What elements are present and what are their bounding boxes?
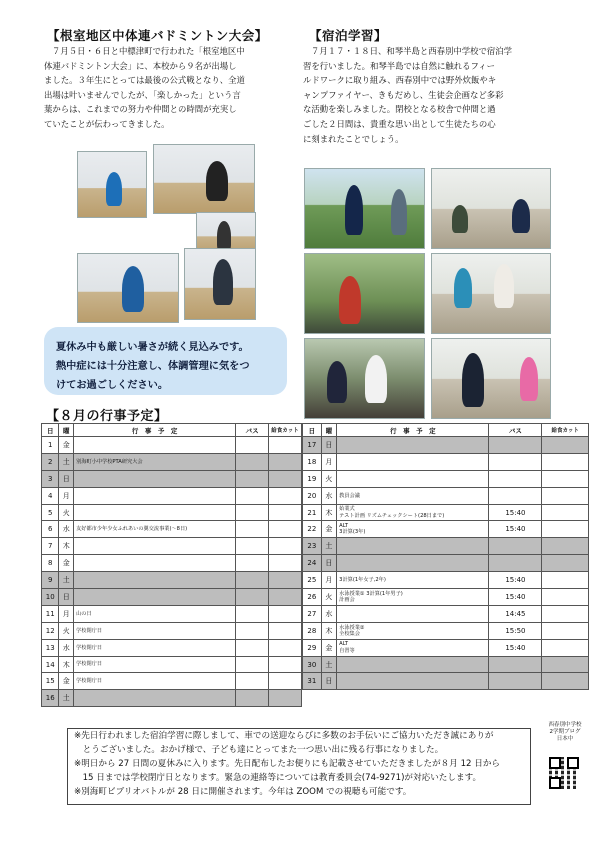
calendar-event [337,538,489,555]
badminton-line: ていたことが伝わってきました。 [44,118,170,129]
col-bus: バス [489,424,542,437]
calendar-row [42,622,302,639]
camp-photo [304,253,425,334]
calendar-bus-time: 14:45 [489,605,542,622]
calendar-lunch-cut [269,453,302,470]
calendar-row [303,437,589,454]
calendar-weekday: 火 [59,622,74,639]
calendar-weekday: 水 [59,521,74,538]
calendar-weekday: 水 [321,605,337,622]
calendar-event: ALT 3計算(3年) [337,521,489,538]
calendar-bus-time [236,437,269,454]
calendar-lunch-cut [542,656,589,673]
calendar-weekday: 木 [59,538,74,555]
student-figure [391,189,407,235]
calendar-row [42,487,302,504]
calendar-lunch-cut [542,521,589,538]
calendar-lunch-cut [542,470,589,487]
calendar-event: 学校閉庁日 [74,656,236,673]
qr-finder [549,757,561,769]
heat-notice [44,327,287,395]
calendar-row [303,504,589,521]
calendar-event: 学校閉庁日 [74,622,236,639]
calendar-day: 28 [303,622,322,639]
camp-line: な活動を楽しみました。閉校となる校舎で仲間と過 [303,104,496,115]
calendar-day: 21 [303,504,322,521]
calendar-row [303,605,589,622]
footer-notes [67,728,531,805]
calendar-weekday: 月 [321,572,337,589]
calendar-bus-time [236,538,269,555]
camp-photo [304,338,425,419]
student-figure [327,361,347,403]
col-lunch: 給食カット [269,424,302,437]
camp-photo [431,253,551,334]
badminton-photo [77,253,179,323]
col-lunch: 給食カット [542,424,589,437]
calendar-row [42,453,302,470]
calendar-row [42,572,302,589]
calendar-day: 5 [42,504,59,521]
calendar-day: 4 [42,487,59,504]
calendar-lunch-cut [269,622,302,639]
calendar-weekday: 金 [59,555,74,572]
calendar-event [337,605,489,622]
camp-line: 習を行いました。和琴半島では自然に触れるフィー [303,60,495,71]
badminton-line: 出場は叶いませんでしたが、「楽しかった」という言 [44,89,241,100]
col-day: 日 [303,424,322,437]
student-figure [512,199,530,233]
calendar-lunch-cut [269,589,302,606]
calendar-lunch-cut [269,538,302,555]
calendar-row [42,639,302,656]
calendar-day: 25 [303,572,322,589]
calendar-weekday: 火 [321,470,337,487]
calendar-bus-time [236,453,269,470]
calendar-day: 22 [303,521,322,538]
calendar-day: 2 [42,453,59,470]
col-bus: バス [236,424,269,437]
qr-label-line: 日本中 [556,736,574,742]
calendar-day: 23 [303,538,322,555]
calendar-lunch-cut [269,521,302,538]
calendar-row [42,605,302,622]
badminton-photo [77,151,147,218]
calendar-bus-time [489,555,542,572]
calendar-weekday: 金 [59,673,74,690]
calendar-row [303,572,589,589]
calendar-event [337,656,489,673]
calendar-lunch-cut [269,656,302,673]
calendar-bus-time: 15:40 [489,639,542,656]
calendar-row [42,589,302,606]
camp-line: ャンプファイヤー、きもだめし、生徒会企画など多彩 [303,89,504,100]
footer-line: 15 日までは学校閉庁日となります。緊急の連絡等については教育委員会(74-9271)が対応いたします。 [74,773,482,783]
footer-line: ※明日から 27 日間の夏休みに入ります。先日配布したお便りにも記載させていただきましたが８月 12 日から [74,759,501,769]
calendar-event: 友好都市少年少女ふれあいの翼交流事業(～8日) [74,521,236,538]
player-figure [122,266,144,312]
calendar-event: 水泳授業② 全校集会 [337,622,489,639]
calendar-weekday: 木 [321,622,337,639]
calendar-day: 8 [42,555,59,572]
calendar-lunch-cut [269,555,302,572]
calendar-day: 30 [303,656,322,673]
calendar-bus-time [489,538,542,555]
calendar-bus-time: 15:40 [489,521,542,538]
camp-line: ごした２日間は、貴重な思い出として生徒たちの心 [303,118,496,129]
calendar-weekday: 土 [59,572,74,589]
calendar-bus-time [489,673,542,690]
student-figure [339,276,361,324]
calendar-row [42,521,302,538]
player-figure [206,161,228,201]
calendar-row [42,690,302,707]
col-weekday: 曜 [59,424,74,437]
calendar-row [42,504,302,521]
calendar-event: 学校閉庁日 [74,673,236,690]
calendar-weekday: 日 [321,555,337,572]
calendar-weekday: 日 [59,470,74,487]
calendar-bus-time [236,605,269,622]
col-events: 行 事 予 定 [74,424,236,437]
calendar-day: 20 [303,487,322,504]
calendar-lunch-cut [269,504,302,521]
calendar-lunch-cut [542,538,589,555]
calendar-bus-time: 15:40 [489,572,542,589]
calendar-day: 1 [42,437,59,454]
notice-line: 夏休み中も厳しい暑さが続く見込みです。 [56,342,249,353]
calendar-event: 3計算(1年女子,2年) [337,572,489,589]
camp-photo [431,168,551,249]
calendar-lunch-cut [269,572,302,589]
calendar-lunch-cut [269,673,302,690]
calendar-row [303,656,589,673]
calendar-day: 24 [303,555,322,572]
calendar-event: ALT 自習等 [337,639,489,656]
calendar-day: 18 [303,453,322,470]
calendar-day: 31 [303,673,322,690]
calendar-event: 別海町小中学校PTA研究大会 [74,453,236,470]
calendar-event [337,453,489,470]
calendar-lunch-cut [542,605,589,622]
calendar-row [42,470,302,487]
calendar-event [74,538,236,555]
calendar-weekday: 金 [59,437,74,454]
calendar-bus-time [236,639,269,656]
calendar-event [74,487,236,504]
calendar-bus-time: 15:40 [489,589,542,606]
badminton-body [44,44,294,132]
calendar-event [74,470,236,487]
calendar-weekday: 土 [321,538,337,555]
calendar-lunch-cut [542,487,589,504]
calendar-lunch-cut [269,605,302,622]
calendar-lunch-cut [542,437,589,454]
calendar-row [42,538,302,555]
calendar-weekday: 土 [59,453,74,470]
camp-photo [304,168,425,249]
calendar-row [303,487,589,504]
qr-finder [549,777,561,789]
calendar-event [337,437,489,454]
calendar-day: 13 [42,639,59,656]
calendar-title: 【８月の行事予定】 [46,409,168,424]
calendar-row [42,437,302,454]
calendar-lunch-cut [542,673,589,690]
calendar-lunch-cut [542,555,589,572]
calendar-day: 17 [303,437,322,454]
calendar-weekday: 水 [59,639,74,656]
calendar-day: 27 [303,605,322,622]
calendar-day: 29 [303,639,322,656]
calendar-weekday: 土 [59,690,74,707]
calendar-day: 10 [42,589,59,606]
calendar-bus-time [236,555,269,572]
calendar-weekday: 月 [59,487,74,504]
calendar-row [303,589,589,606]
calendar-event [74,555,236,572]
calendar-event: 学校閉庁日 [74,639,236,656]
student-figure [454,268,472,308]
calendar-lunch-cut [542,622,589,639]
qr-label-line: 2学期ブログ [549,729,581,735]
badminton-photo [184,248,256,320]
calendar-weekday: 日 [321,437,337,454]
calendar-weekday: 日 [321,673,337,690]
calendar-weekday: 木 [59,656,74,673]
calendar-bus-time [236,622,269,639]
calendar-event [74,589,236,606]
calendar-table-left [41,423,302,707]
calendar-bus-time [236,572,269,589]
calendar-lunch-cut [269,690,302,707]
calendar-bus-time [236,487,269,504]
student-figure [494,264,514,308]
calendar-event [337,555,489,572]
student-figure [365,355,387,403]
calendar-bus-time [489,437,542,454]
footer-line: ※先日行われました宿泊学習に際しまして、車での送迎ならびに多数のお手伝いにご協力いただき誠にありが [74,731,494,741]
calendar-weekday: 水 [321,487,337,504]
col-events: 行 事 予 定 [337,424,489,437]
calendar-event [74,690,236,707]
calendar-weekday: 木 [321,504,337,521]
footer-line: ※別海町ビブリオバトルが 28 日に開催されます。今年は ZOOM での視聴も可能です。 [74,787,412,797]
student-figure [452,205,468,233]
calendar-row [42,656,302,673]
camp-photo [431,338,551,419]
calendar-weekday: 月 [59,605,74,622]
calendar-event: 教員会議 [337,487,489,504]
badminton-title: 【根室地区中体連バドミントン大会】 [47,28,268,43]
notice-line: 熱中症には十分注意し、体調管理に気をつ [56,361,250,372]
calendar-bus-time [236,656,269,673]
calendar-weekday: 火 [321,589,337,606]
calendar-weekday: 金 [321,639,337,656]
calendar-event: 水泳授業① 3計算(1年男子) 計画会 [337,589,489,606]
camp-body [303,44,558,146]
calendar-lunch-cut [542,639,589,656]
calendar-row [303,555,589,572]
calendar-event [337,470,489,487]
qr-label [545,722,585,743]
footer-line: とうございました。おかげ様で、子ども達にとってまた一つ思い出に残る行事になりました。 [74,745,444,755]
calendar-row [303,673,589,690]
col-weekday: 曜 [321,424,337,437]
calendar-day: 6 [42,521,59,538]
calendar-event [337,673,489,690]
student-figure [520,357,538,401]
calendar-weekday: 火 [59,504,74,521]
calendar-day: 19 [303,470,322,487]
calendar-day: 12 [42,622,59,639]
calendar-weekday: 日 [59,589,74,606]
calendar-day: 14 [42,656,59,673]
notice-line: けてお過ごしください。 [56,380,169,391]
calendar-day: 11 [42,605,59,622]
qr-finder [567,757,579,769]
calendar-bus-time: 15:40 [489,504,542,521]
calendar-bus-time [236,470,269,487]
calendar-lunch-cut [542,589,589,606]
calendar-bus-time [236,673,269,690]
calendar-lunch-cut [269,487,302,504]
calendar-bus-time [236,521,269,538]
qr-label-line: 西春別中学校 [548,722,582,728]
calendar-bus-time [489,453,542,470]
calendar-row [303,639,589,656]
camp-line: に刻まれたことでしょう。 [303,133,404,144]
calendar-day: 16 [42,690,59,707]
calendar-lunch-cut [269,437,302,454]
camp-line: ７月１７・１８日、和琴半島と西春別中学校で宿泊学 [311,46,512,56]
calendar-day: 3 [42,470,59,487]
calendar-row [303,521,589,538]
calendar-row [303,453,589,470]
calendar-lunch-cut [542,504,589,521]
camp-title: 【宿泊学習】 [309,28,388,43]
badminton-line: ７月５日・６日と中標津町で行われた「根室地区中 [52,46,245,56]
col-day: 日 [42,424,59,437]
calendar-bus-time [489,487,542,504]
calendar-row [303,470,589,487]
calendar-bus-time [489,470,542,487]
calendar-lunch-cut [542,453,589,470]
calendar-weekday: 月 [321,453,337,470]
calendar-day: 7 [42,538,59,555]
player-figure [106,172,122,206]
calendar-event: 山の日 [74,605,236,622]
calendar-lunch-cut [269,639,302,656]
badminton-line: 葉からは、これまでの努力や仲間との時間が充実し [44,104,237,115]
student-figure [462,353,484,407]
calendar-event [74,504,236,521]
calendar-row [303,538,589,555]
calendar-weekday: 土 [321,656,337,673]
calendar-row [42,673,302,690]
player-figure [217,221,231,251]
calendar-lunch-cut [269,470,302,487]
calendar-bus-time [236,504,269,521]
camp-line: ルドワークに取り組み、西春別中では野外炊飯やキ [303,75,497,86]
calendar-event [74,437,236,454]
badminton-line: 体連バドミントン大会」に、本校から９名が出場し [44,60,237,71]
calendar-bus-time: 15:50 [489,622,542,639]
calendar-bus-time [236,589,269,606]
calendar-row [303,622,589,639]
calendar-day: 15 [42,673,59,690]
calendar-event: 始業式 テスト計画 リズムチェックシート(28日まで) [337,504,489,521]
player-figure [213,259,233,305]
calendar-bus-time [236,690,269,707]
student-figure [345,185,363,235]
calendar-row [42,555,302,572]
calendar-table-right [302,423,589,690]
calendar-event [74,572,236,589]
badminton-photo [153,144,255,214]
calendar-day: 9 [42,572,59,589]
calendar-weekday: 金 [321,521,337,538]
calendar-lunch-cut [542,572,589,589]
calendar-bus-time [489,656,542,673]
badminton-line: ました。３年生にとっては最後の公式戦となり、全道 [44,75,245,86]
calendar-day: 26 [303,589,322,606]
